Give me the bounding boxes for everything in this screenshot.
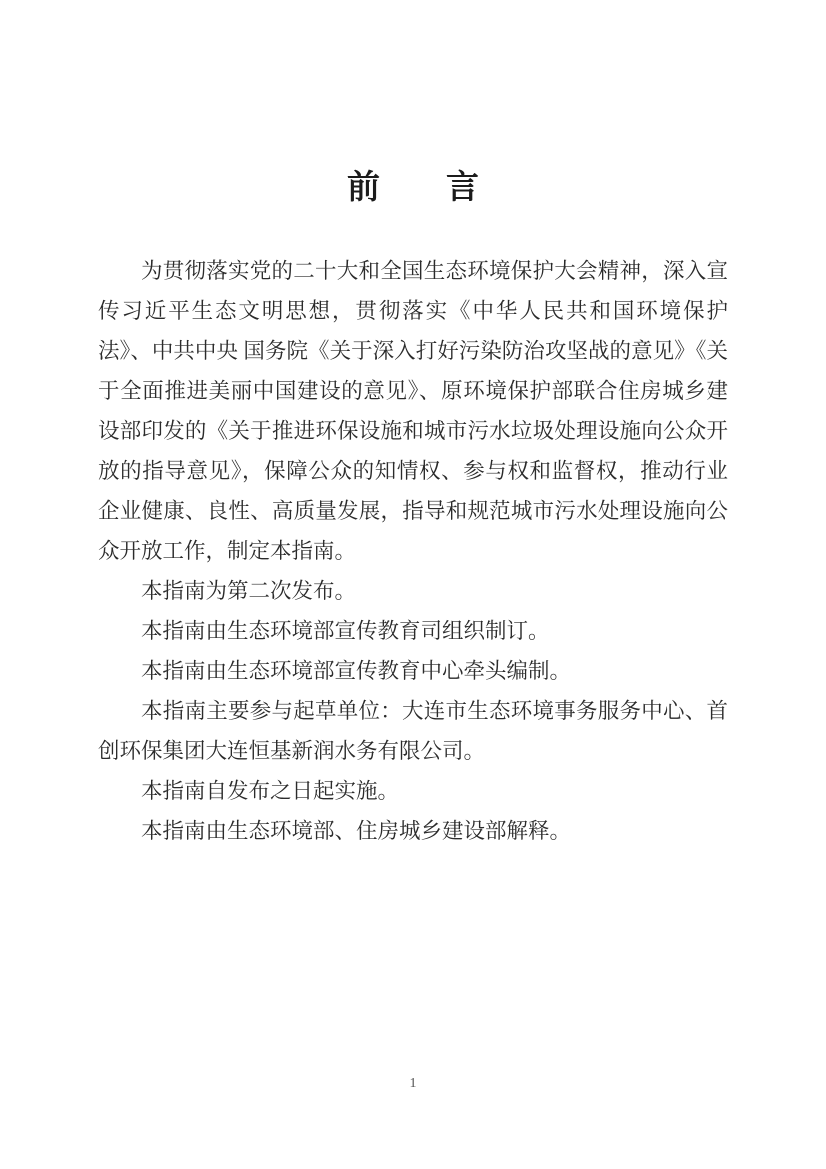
paragraph: 本指南为第二次发布。: [141, 579, 357, 603]
paragraph: 本指南自发布之日起实施。: [141, 779, 400, 803]
paragraph: 本指南主要参与起草单位：大连市生态环境事务服务中心、首创环保集团大连恒基新润水务有限公司。: [98, 699, 728, 763]
document-body: [98, 251, 728, 851]
page-number: 1: [409, 1076, 417, 1091]
paragraph: 为贯彻落实党的二十大和全国生态环境保护大会精神，深入宣传习近平生态文明思想，贯彻落实《中华人民共和国环境保护法》、中共中央 国务院《关于深入打好污染防治攻坚战的意见》《关于全面推进美丽中国建设的意见》、原环境保护部联合住房城乡建设部印发的《关于推进环保设施和城市污水垃圾处理设施向公众开放的指导意见》，保障公众的知情权、参与权和监督权，推动行业企业健康、良性、高质量发展，指导和规范城市污水处理设施向公众开放工作，制定本指南。: [98, 259, 728, 563]
paragraph: 本指南由生态环境部、住房城乡建设部解释。: [141, 819, 572, 843]
paragraph: 本指南由生态环境部宣传教育司组织制订。: [141, 619, 550, 643]
paragraph: 本指南由生态环境部宣传教育中心牵头编制。: [141, 659, 572, 683]
page-title: 前 言: [347, 168, 479, 205]
